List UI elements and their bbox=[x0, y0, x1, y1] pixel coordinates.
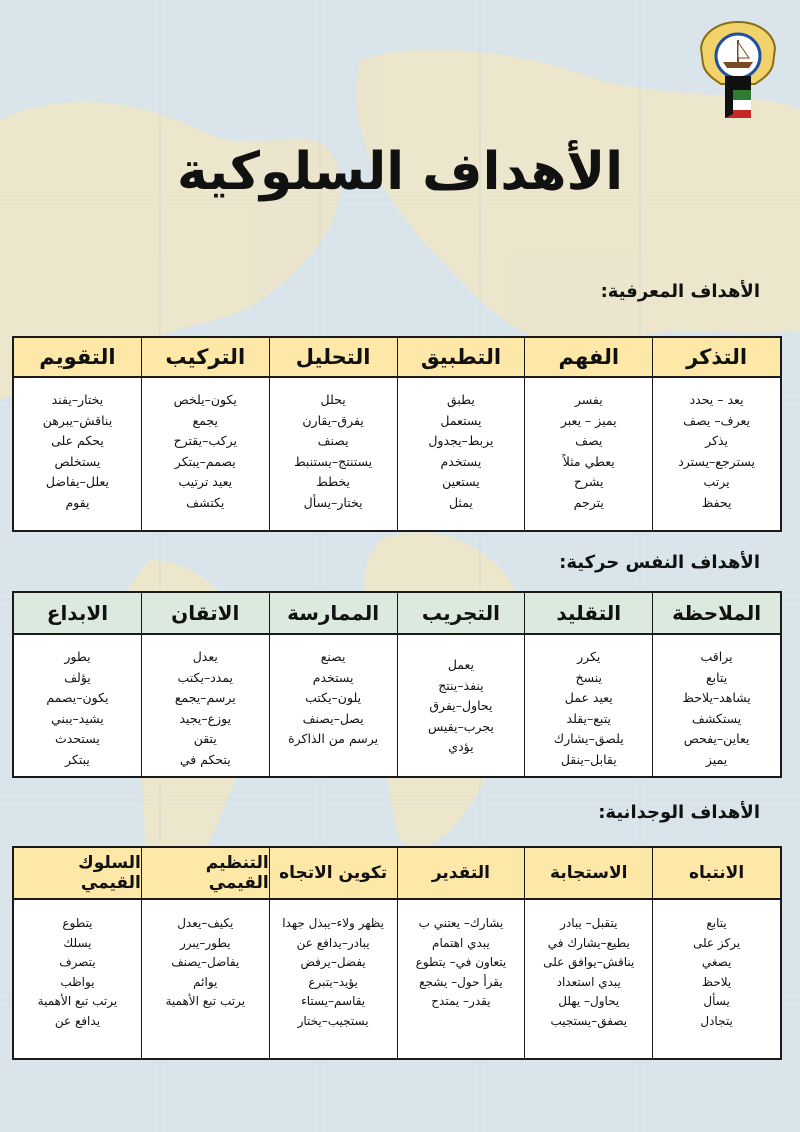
column-synthesize bbox=[141, 338, 269, 530]
list-item: يركز على bbox=[692, 935, 741, 950]
list-item: يعرف– يصف bbox=[683, 412, 751, 428]
column-header: التقدير bbox=[398, 848, 525, 900]
list-item: يحكم على bbox=[51, 433, 104, 448]
column-items bbox=[525, 900, 652, 1058]
column-attitude-formation bbox=[269, 848, 397, 1058]
list-item: يعطي مثلاً bbox=[562, 453, 615, 469]
list-item: يصغي bbox=[701, 955, 732, 969]
list-item: يطبق bbox=[446, 392, 475, 407]
list-item: يشاهد–يلاحظ bbox=[682, 690, 751, 705]
column-creativity bbox=[14, 593, 141, 776]
list-item: يقوم bbox=[65, 494, 90, 510]
list-item: يتابع bbox=[706, 916, 727, 930]
list-item: يطيع–يشارك في bbox=[547, 935, 630, 950]
list-item: يعدل bbox=[192, 649, 218, 664]
list-item: يكتشف bbox=[186, 494, 225, 510]
column-header: الاستجابة bbox=[525, 848, 652, 900]
list-item: يقدر– يمتدح bbox=[431, 994, 491, 1008]
list-item: يحلل bbox=[320, 392, 346, 407]
list-item: يصل–يصنف bbox=[302, 710, 364, 726]
list-item: يربط–يجدول bbox=[428, 433, 494, 448]
list-item: يسلك bbox=[63, 935, 92, 950]
list-item: يطور bbox=[64, 649, 91, 664]
column-imitation bbox=[524, 593, 652, 776]
column-header: التحليل bbox=[270, 338, 397, 378]
list-item: يشارك– يعتني ب bbox=[418, 916, 504, 930]
column-value-organization bbox=[141, 848, 269, 1058]
column-header: التنظيم القيمي bbox=[142, 848, 269, 900]
list-item: يكون–يلخص bbox=[173, 392, 237, 407]
list-item: يتقبل– يبادر bbox=[560, 916, 618, 930]
list-item: يمثل bbox=[448, 494, 473, 510]
column-items bbox=[270, 378, 397, 530]
column-valuing bbox=[397, 848, 525, 1058]
section-heading-psychomotor: الأهداف النفس حركية: bbox=[559, 552, 760, 573]
column-observation bbox=[652, 593, 780, 776]
column-response bbox=[524, 848, 652, 1058]
list-item: يستخدم bbox=[312, 669, 354, 685]
list-item: يعد – يحدد bbox=[689, 392, 744, 407]
column-header: الملاحظة bbox=[653, 593, 780, 635]
column-practice bbox=[269, 593, 397, 776]
column-understand bbox=[524, 338, 652, 530]
kuwait-emblem-icon bbox=[695, 18, 781, 122]
column-header: الممارسة bbox=[270, 593, 397, 635]
list-item: يقرأ حول– يشجع bbox=[419, 974, 503, 989]
column-items bbox=[653, 378, 780, 530]
column-header: الاتقان bbox=[142, 593, 269, 635]
list-item: يبدي استعداد bbox=[556, 974, 621, 989]
list-item: يجمع bbox=[192, 412, 218, 428]
list-item: يلصق–يشارك bbox=[553, 731, 624, 746]
column-items bbox=[14, 635, 141, 776]
list-item: يرسم من الذاكرة bbox=[288, 731, 379, 746]
list-item: يعيد عمل bbox=[564, 690, 613, 705]
list-item: يتطوع bbox=[62, 916, 93, 930]
list-item: يجرب–يقيس bbox=[427, 718, 494, 734]
list-item: يفاضل–يصنف bbox=[171, 955, 240, 969]
list-item: يطور–يبرر bbox=[179, 935, 231, 950]
list-item: يستخلص bbox=[54, 453, 101, 469]
list-item: يحفظ bbox=[701, 494, 732, 510]
column-items bbox=[653, 635, 780, 776]
column-items bbox=[525, 378, 652, 530]
column-value-behavior bbox=[14, 848, 141, 1058]
list-item: يشرح bbox=[573, 474, 604, 489]
list-item: يتجادل bbox=[700, 1013, 733, 1028]
column-items bbox=[525, 635, 652, 776]
column-header: الابداع bbox=[14, 593, 141, 635]
list-item: يختار–يفند bbox=[51, 392, 104, 407]
list-item: يتصرف bbox=[59, 955, 96, 969]
column-mastery bbox=[141, 593, 269, 776]
list-item: يلون–يكتب bbox=[305, 690, 362, 705]
list-item: يرتب تبع الأهمية bbox=[165, 994, 246, 1008]
list-item: يميز – يعبر bbox=[560, 412, 617, 428]
list-item: يستعين bbox=[442, 474, 480, 489]
list-item: يفضل–يرفض bbox=[300, 955, 366, 969]
list-item: يستنتج–يستنبط bbox=[294, 453, 373, 469]
list-item: يستكشف bbox=[691, 710, 742, 726]
list-item: يعمل bbox=[447, 657, 475, 672]
list-item: يكون–يصمم bbox=[46, 690, 109, 705]
list-item: يتعاون في– يتطوع bbox=[415, 955, 507, 969]
column-analyze bbox=[269, 338, 397, 530]
list-item: يعيد ترتيب bbox=[178, 474, 233, 489]
column-items bbox=[142, 900, 269, 1058]
list-item: يظهر ولاء–يبذل جهدا bbox=[282, 916, 384, 930]
list-item: يصنع bbox=[320, 649, 346, 664]
list-item: يسترجع–يسترد bbox=[678, 453, 755, 469]
list-item: يصفق–يستجيب bbox=[550, 1013, 628, 1028]
column-evaluate bbox=[14, 338, 141, 530]
list-item: يسأل bbox=[703, 994, 730, 1008]
list-item: يؤيد–يتبرع bbox=[308, 974, 358, 989]
list-item: يمدد–يكتب bbox=[177, 669, 234, 685]
list-item: يكيف–يعدل bbox=[177, 916, 234, 930]
list-item: يفرق–يقارن bbox=[302, 412, 364, 428]
list-item: يوائم bbox=[193, 974, 218, 989]
list-item: يواظب bbox=[60, 974, 95, 989]
list-item: يشيد–يبني bbox=[51, 710, 104, 726]
list-item: يعلل–يفاضل bbox=[45, 474, 109, 489]
column-header: التذكر bbox=[653, 338, 780, 378]
list-item: يفسر bbox=[574, 392, 603, 407]
list-item: يستخدم bbox=[440, 453, 482, 469]
list-item: يحاول– يهلل bbox=[558, 994, 620, 1008]
column-header: التركيب bbox=[142, 338, 269, 378]
column-items bbox=[14, 378, 141, 530]
list-item: يقاسم–يستاء bbox=[301, 994, 366, 1008]
cognitive-objectives-table bbox=[12, 336, 782, 532]
list-item: يستحدث bbox=[55, 731, 100, 746]
column-header: التقويم bbox=[14, 338, 141, 378]
column-experiment bbox=[397, 593, 525, 776]
list-item: يكرر bbox=[577, 649, 601, 664]
list-item: يوزع–يجيد bbox=[179, 710, 232, 726]
list-item: يلاحظ bbox=[701, 974, 732, 989]
section-heading-cognitive: الأهداف المعرفية: bbox=[600, 281, 760, 302]
list-item: يرسم–يجمع bbox=[174, 690, 236, 705]
list-item: يراقب bbox=[700, 649, 733, 664]
list-item: يركب–يقترح bbox=[173, 433, 237, 448]
list-item: يخطط bbox=[316, 474, 350, 489]
column-header: التجريب bbox=[398, 593, 525, 635]
column-header: السلوك القيمي bbox=[14, 848, 141, 900]
column-items bbox=[270, 635, 397, 776]
list-item: يتابع bbox=[705, 669, 728, 685]
list-item: يتقن bbox=[193, 731, 217, 746]
list-item: يميز bbox=[705, 751, 728, 767]
list-item: يستجيب–يختار bbox=[297, 1013, 369, 1028]
list-item: يرتب bbox=[703, 474, 730, 489]
list-item: يدافع عن bbox=[54, 1013, 101, 1028]
psychomotor-objectives-table bbox=[12, 591, 782, 778]
list-item: يصنف bbox=[317, 433, 349, 448]
list-item: يصف bbox=[575, 433, 603, 448]
list-item: يؤلف bbox=[64, 669, 91, 685]
list-item: يؤدي bbox=[448, 739, 474, 754]
list-item: يحاول–يفرق bbox=[429, 698, 493, 713]
column-header: التقليد bbox=[525, 593, 652, 635]
list-item: يعاين–يفحص bbox=[683, 731, 750, 746]
column-items bbox=[398, 635, 525, 776]
column-header: الفهم bbox=[525, 338, 652, 378]
column-items bbox=[398, 900, 525, 1058]
column-attention bbox=[652, 848, 780, 1058]
list-item: يناقش–يبرهن bbox=[42, 412, 113, 428]
list-item: يرتب تبع الأهمية bbox=[37, 994, 118, 1008]
column-header: التطبيق bbox=[398, 338, 525, 378]
column-items bbox=[142, 378, 269, 530]
column-items bbox=[398, 378, 525, 530]
list-item: يذكر bbox=[705, 433, 729, 448]
column-items bbox=[653, 900, 780, 1058]
column-apply bbox=[397, 338, 525, 530]
list-item: يتحكم في bbox=[179, 751, 231, 767]
list-item: ينسخ bbox=[575, 669, 602, 685]
list-item: يبتكر bbox=[65, 751, 90, 767]
column-items bbox=[142, 635, 269, 776]
column-items bbox=[14, 900, 141, 1058]
list-item: يترجم bbox=[573, 494, 604, 510]
list-item: يقابل–ينقل bbox=[560, 751, 617, 767]
section-heading-affective: الأهداف الوجدانية: bbox=[598, 802, 760, 823]
list-item: يستعمل bbox=[440, 412, 482, 428]
column-header: الانتباه bbox=[653, 848, 780, 900]
column-items bbox=[270, 900, 397, 1058]
list-item: يصمم–يبتكر bbox=[174, 453, 236, 469]
list-item: يبادر–يدافع عن bbox=[296, 935, 370, 950]
list-item: ينفذ–ينتج bbox=[438, 677, 484, 693]
page-title: الأهداف السلوكية bbox=[176, 142, 624, 202]
list-item: يناقش–يوافق على bbox=[543, 955, 635, 969]
list-item: يبدي اهتمام bbox=[432, 935, 490, 950]
column-remember bbox=[652, 338, 780, 530]
affective-objectives-table bbox=[12, 846, 782, 1060]
column-header: تكوين الاتجاه bbox=[270, 848, 397, 900]
list-item: يتبع–يقلد bbox=[566, 710, 611, 726]
list-item: يختار–يسأل bbox=[303, 494, 363, 510]
